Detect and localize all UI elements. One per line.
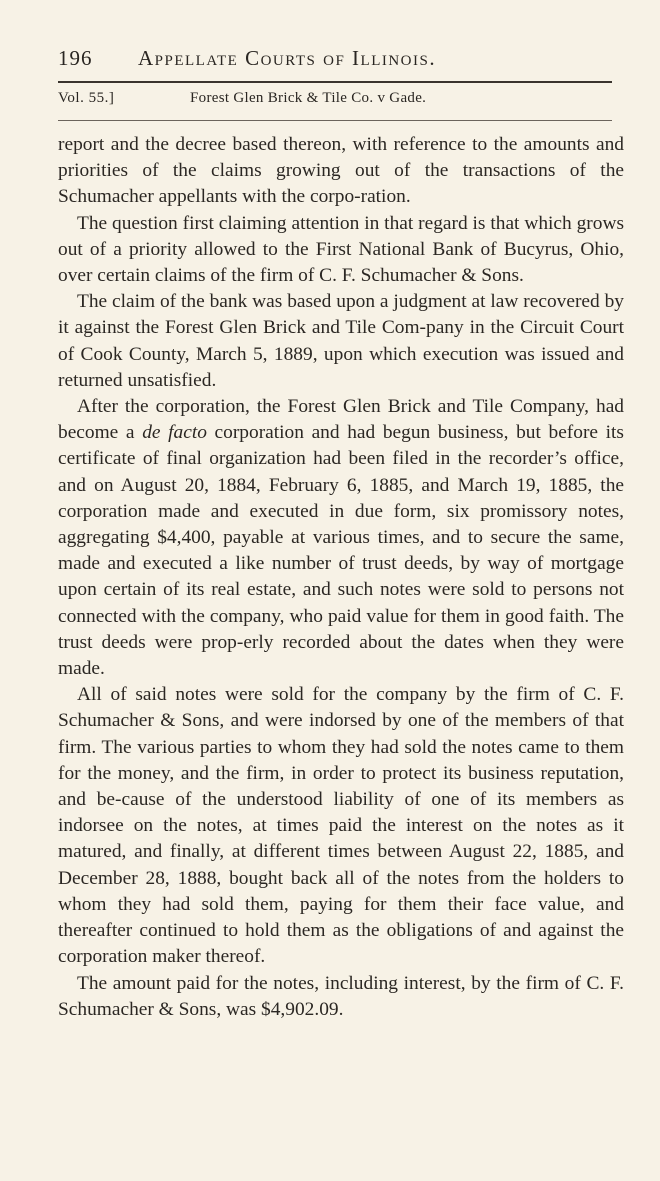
paragraph-4-part-1: After the corporation, the Forest Glen Brick and Tile Company, had become a [58,396,624,444]
running-head [58,46,612,76]
case-line [58,90,612,107]
paragraph-1: report and the decree based thereon, with reference to the amounts and priorities of the claims growing out of the transactions of the Schumacher appellants with the corpo-ration. [58,134,624,208]
body-text [58,132,624,1023]
case-line-rule [58,120,612,121]
de-facto-italic: de facto [142,422,207,444]
paragraph-4-part-2: corporation and had begun business, but before its certificate of final organization had been filed in the recorder’s office, and on August 20, 1884, February 6, 1885, and March 19, 1885, the corporation made and executed in due form, six promissory notes, aggregating $4,400, payable at various times, and to secure the same, made and executed a like number of trust deeds, by way of mortgage upon certain of its real estate, and such notes were sold to persons not connected with the company, who paid value for them in good faith. The trust deeds were prop-erly recorded about the dates when they were made. [58,422,624,680]
page-number: 196 [58,46,93,70]
paragraph-6: The amount paid for the notes, including interest, by the firm of C. F. Schumacher & Sons, was $4,902.09. [58,972,624,1020]
running-title: Appellate Courts of Illinois. [138,46,437,70]
volume-label: Vol. 55.] [58,90,115,106]
paragraph-3: The claim of the bank was based upon a judgment at law recovered by it against the Forest Glen Brick and Tile Com-pany in the Circuit Court of Cook County, March 5, 1889, upon which execution was issued and returned unsatisfied. [58,291,624,391]
paragraph-2: The question first claiming attention in that regard is that which grows out of a priority allowed to the First National Bank of Bucyrus, Ohio, over certain claims of the firm of C. F. Schumacher & Sons. [58,212,624,287]
case-title: Forest Glen Brick & Tile Co. v Gade. [190,90,427,106]
paragraph-4 [58,394,624,682]
header-rule [58,81,612,83]
paragraph-5: All of said notes were sold for the company by the firm of C. F. Schumacher & Sons, and were indorsed by one of the members of that firm. The various parties to whom they had sold the notes came to them for the money, and the firm, in order to protect its business reputation, and be-cause of the understood liability of one of its members as indorsee on the notes, at times paid the interest on the notes as it matured, and finally, at different times between August 22, 1885, and December 28, 1888, bought back all of the notes from the holders to whom they had sold them, paying for them their face value, and thereafter continued to hold them as the obligations of and against the corporation maker thereof. [58,684,624,968]
